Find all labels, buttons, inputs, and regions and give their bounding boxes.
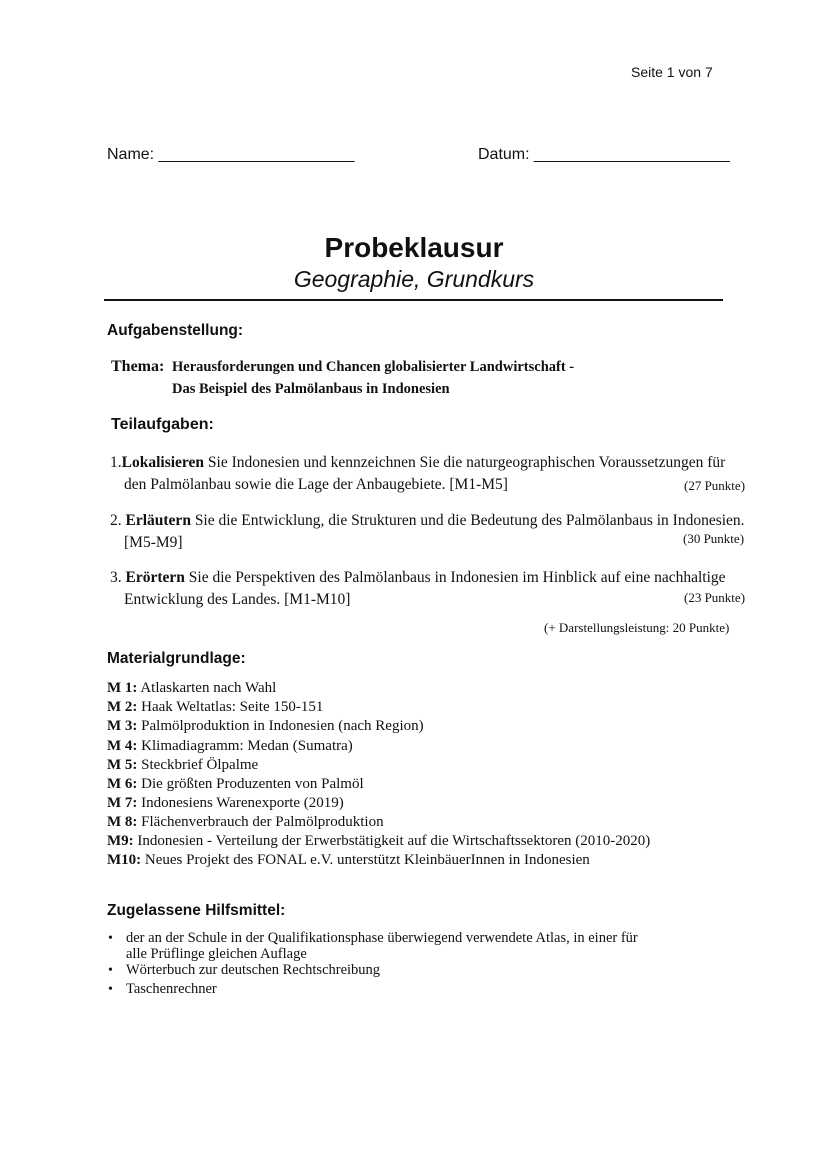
task-2 bbox=[110, 512, 745, 530]
task-1-line-2: den Palmölanbau sowie die Lage der Anbaugebiete. [M1-M5] bbox=[124, 476, 508, 493]
material-label: M 8: bbox=[107, 814, 138, 830]
thema-line-1: Herausforderungen und Chancen globalisierter Landwirtschaft - bbox=[172, 359, 575, 375]
material-label: M 3: bbox=[107, 718, 138, 734]
darstellungsleistung: (+ Darstellungsleistung: 20 Punkte) bbox=[544, 620, 730, 635]
material-text: Klimadiagramm: Medan (Sumatra) bbox=[137, 738, 353, 754]
task-number: 2. bbox=[110, 512, 122, 529]
material-label: M 1: bbox=[107, 680, 138, 696]
material-label: M 5: bbox=[107, 757, 138, 773]
material-text: Haak Weltatlas: Seite 150-151 bbox=[137, 699, 324, 715]
material-text: Neues Projekt des FONAL e.V. unterstützt KleinbäuerInnen in Indonesien bbox=[141, 852, 590, 868]
material-item bbox=[107, 814, 384, 831]
material-item bbox=[107, 833, 650, 850]
hilfsmittel-item-1-line-2: alle Prüflinge gleichen Auflage bbox=[126, 946, 307, 962]
material-text: Indonesien - Verteilung der Erwerbstätigkeit auf die Wirtschaftssektoren (2010-2020) bbox=[133, 833, 651, 849]
material-text: Atlaskarten nach Wahl bbox=[137, 680, 277, 696]
material-label: M 4: bbox=[107, 738, 138, 754]
task-verb: Lokalisieren bbox=[121, 454, 205, 471]
task-2-points: (30 Punkte) bbox=[683, 531, 745, 546]
bullet-icon: • bbox=[108, 982, 113, 997]
thema-line-2: Das Beispiel des Palmölanbaus in Indonesien bbox=[172, 381, 450, 397]
material-item bbox=[107, 680, 276, 697]
material-item bbox=[107, 852, 590, 869]
task-verb: Erörtern bbox=[125, 569, 185, 586]
hilfsmittel-item-2: Wörterbuch zur deutschen Rechtschreibung bbox=[126, 962, 381, 978]
task-3 bbox=[110, 569, 726, 587]
material-text: Palmölproduktion in Indonesien (nach Region) bbox=[137, 718, 424, 734]
task-1 bbox=[110, 454, 725, 472]
page-indicator: Seite 1 von 7 bbox=[631, 64, 713, 80]
materialgrundlage-heading: Materialgrundlage: bbox=[107, 650, 246, 667]
material-item bbox=[107, 776, 364, 793]
bullet-icon: • bbox=[108, 931, 113, 946]
material-item bbox=[107, 757, 258, 774]
material-text: Flächenverbrauch der Palmölproduktion bbox=[137, 814, 384, 830]
teilaufgaben-heading: Teilaufgaben: bbox=[111, 416, 214, 433]
task-text: Sie Indonesien und kennzeichnen Sie die naturgeographischen Voraussetzungen für bbox=[204, 454, 726, 471]
task-text: Sie die Entwicklung, die Strukturen und die Bedeutung des Palmölanbaus in Indonesien. bbox=[190, 512, 745, 529]
task-text: Sie die Perspektiven des Palmölanbaus in Indonesien im Hinblick auf eine nachhaltige bbox=[184, 569, 726, 586]
hilfsmittel-item-3: Taschenrechner bbox=[126, 981, 217, 997]
task-number: 3. bbox=[110, 569, 122, 586]
bullet-icon: • bbox=[108, 963, 113, 978]
thema-label: Thema: bbox=[111, 358, 165, 375]
task-3-points: (23 Punkte) bbox=[684, 590, 746, 605]
aufgabenstellung-heading: Aufgabenstellung: bbox=[107, 322, 244, 339]
material-item bbox=[107, 699, 323, 716]
material-label: M 2: bbox=[107, 699, 138, 715]
task-verb: Erläutern bbox=[125, 512, 191, 529]
material-item bbox=[107, 718, 424, 735]
task-3-line-2: Entwicklung des Landes. [M1-M10] bbox=[124, 591, 351, 608]
hilfsmittel-heading: Zugelassene Hilfsmittel: bbox=[107, 902, 286, 919]
material-label: M9: bbox=[107, 833, 134, 849]
title-divider bbox=[104, 299, 723, 301]
material-label: M 6: bbox=[107, 776, 138, 792]
material-label: M10: bbox=[107, 852, 142, 868]
task-2-line-2: [M5-M9] bbox=[124, 534, 183, 551]
material-text: Die größten Produzenten von Palmöl bbox=[137, 776, 364, 792]
page-subtitle: Geographie, Grundkurs bbox=[293, 266, 535, 292]
material-text: Steckbrief Ölpalme bbox=[137, 757, 259, 773]
material-text: Indonesiens Warenexporte (2019) bbox=[137, 795, 344, 811]
task-1-points: (27 Punkte) bbox=[684, 478, 746, 493]
page-title: Probeklausur bbox=[324, 232, 504, 263]
hilfsmittel-item-1-line-1: der an der Schule in der Qualifikationsphase überwiegend verwendete Atlas, in einer für bbox=[126, 930, 638, 946]
name-field: Name: ______________________ bbox=[107, 146, 355, 163]
material-label: M 7: bbox=[107, 795, 138, 811]
date-field: Datum: ______________________ bbox=[478, 146, 730, 163]
task-number: 1. bbox=[110, 454, 122, 471]
material-item bbox=[107, 738, 353, 755]
material-item bbox=[107, 795, 344, 812]
